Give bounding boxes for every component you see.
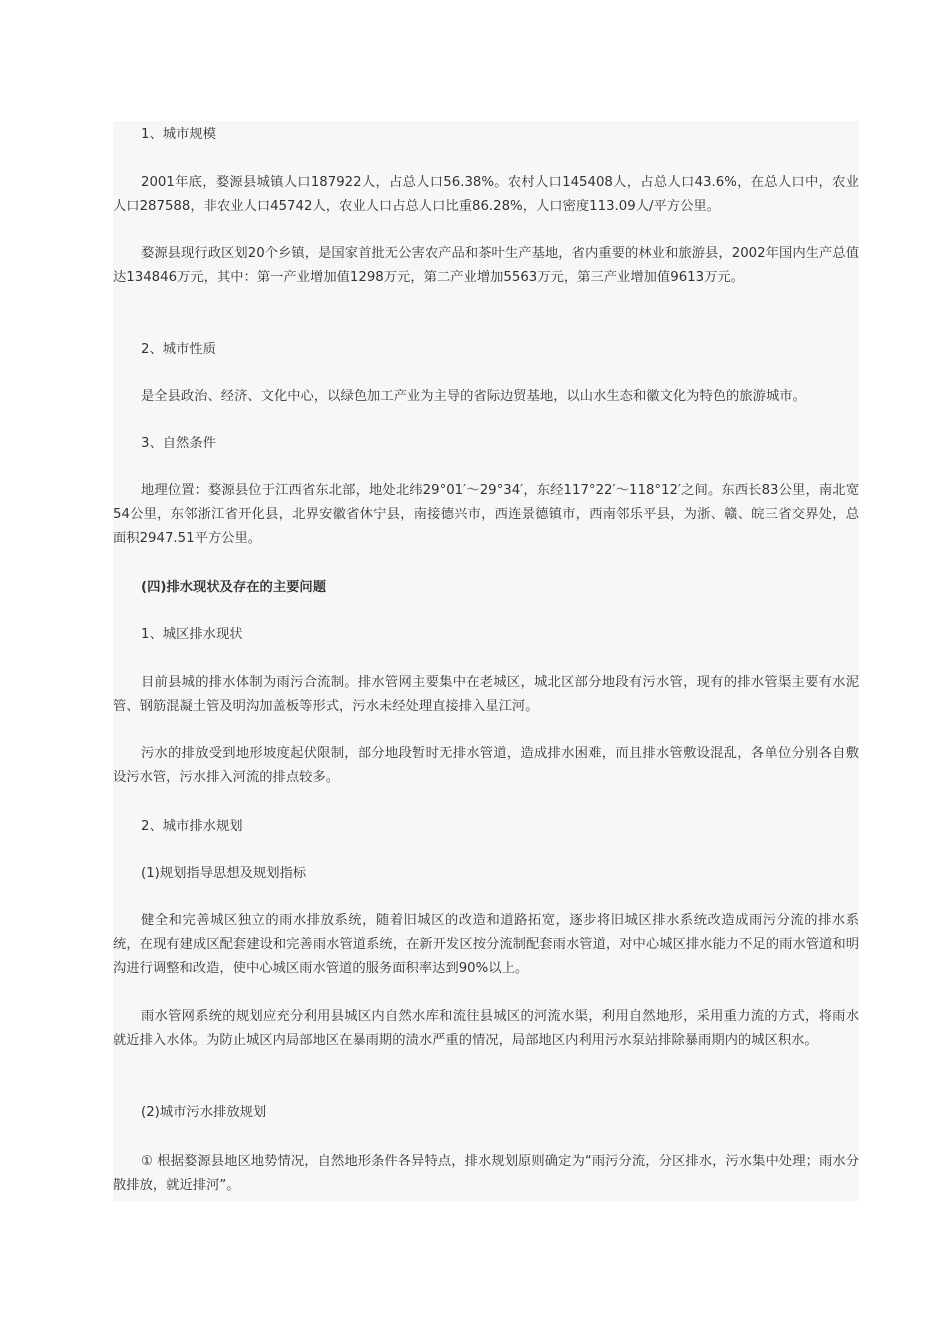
paragraph-sewage-principle: ① 根据婺源县地区地势情况，自然地形条件各异特点，排水规划原则确定为“雨污分流，分区排水，污水集中处理；雨水分散排放，就近排河”。 (113, 1154, 859, 1193)
paragraph-rainwater-system: 健全和完善城区独立的雨水排放系统，随着旧城区的改造和道路拓宽，逐步将旧城区排水系统改造成雨污分流的排水系统，在现有建成区配套建设和完善雨水管道系统，在新开发区按分流制配套雨水管道，对中心城区排水能力不足的雨水管道和明沟进行调整和改造，使中心城区雨水管道的服务面积率达到90%以上。 (113, 913, 859, 976)
paragraph-population: 2001年底，婺源县城镇人口187922人，占总人口56.38%。农村人口145408人，占总人口43.6%，在总人口中，农业人口287588，非农业人口45742人，农业人口占总人口比重86.28%，人口密度113.09人/平方公里。 (113, 175, 859, 214)
paragraph-city-scale-heading: 1、城市规模 (141, 127, 216, 142)
paragraph-geography: 地理位置：婺源县位于江西省东北部，地处北纬29°01′～29°34′，东经117°22′～118°12′之间。东西长83公里，南北宽54公里，东邻浙江省开化县，北界安徽省休宁县，南接德兴市，西连景德镇市，西南邻乐平县，为浙、赣、皖三省交界处，总面积2947.51平方公里。 (113, 483, 859, 546)
paragraph-natural-conditions-heading: 3、自然条件 (141, 436, 216, 451)
paragraph-admin-division: 婺源县现行政区划20个乡镇，是国家首批无公害农产品和茶叶生产基地，省内重要的林业和旅游县，2002年国内生产总值达134846万元，其中：第一产业增加值1298万元，第二产业增加5563万元，第三产业增加值9613万元。 (113, 246, 859, 285)
paragraph-drainage-plan-heading: 2、城市排水规划 (141, 819, 243, 834)
section-heading-drainage-status: (四)排水现状及存在的主要问题 (141, 580, 327, 595)
paragraph-sewage-discharge: 污水的排放受到地形坡度起伏限制，部分地段暂时无排水管道，造成排水困难，而且排水管敷设混乱，各单位分别各自敷设污水管，污水排入河流的排点较多。 (113, 746, 859, 785)
paragraph-rainwater-network: 雨水管网系统的规划应充分利用县城区内自然水库和流往县城区的河流水渠，利用自然地形，采用重力流的方式，将雨水就近排入水体。为防止城区内局部地区在暴雨期的渍水严重的情况，局部地区内利用污水泵站排除暴雨期内的城区积水。 (113, 1009, 859, 1048)
paragraph-sewage-plan-heading: (2)城市污水排放规划 (141, 1105, 267, 1120)
paragraph-city-nature-heading: 2、城市性质 (141, 342, 216, 357)
paragraph-drainage-system: 目前县城的排水体制为雨污合流制。排水管网主要集中在老城区，城北区部分地段有污水管，现有的排水管渠主要有水泥管、钢筋混凝土管及明沟加盖板等形式，污水未经处理直接排入星江河。 (113, 675, 859, 714)
paragraph-city-nature: 是全县政治、经济、文化中心，以绿色加工产业为主导的省际边贸基地，以山水生态和徽文化为特色的旅游城市。 (141, 389, 806, 404)
document-body (113, 121, 859, 1201)
paragraph-drainage-status-heading: 1、城区排水现状 (141, 627, 243, 642)
paragraph-plan-guideline-heading: (1)规划指导思想及规划指标 (141, 866, 307, 881)
